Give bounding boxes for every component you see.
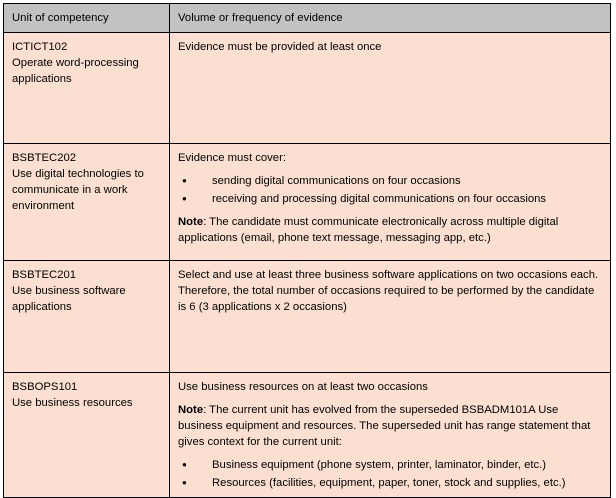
volume-cell (170, 144, 611, 261)
unit-title-line: applications (12, 73, 72, 86)
unit-title-line: communicate in a work (12, 184, 128, 197)
list-item: ● receiving and processing digital communications on four occasions (178, 191, 603, 207)
unit-code: BSBOPS101 (12, 381, 78, 394)
unit-title-line: Use digital technologies to (12, 168, 144, 181)
column-header-unit-of-competency: Unit of competency (4, 4, 170, 33)
volume-cell (170, 261, 611, 373)
list-item: ● Resources (facilities, equipment, paper, toner, stock and supplies, etc.) (178, 475, 603, 491)
evidence-bullet-list (178, 173, 603, 207)
evidence-paragraph: Use business resources on at least two occasions (178, 381, 428, 394)
evidence-paragraph: Select and use at least three business software applications on two occasions each. Therefore, the total number of occasions required to be performed by the candidate is 6 (3 applications x 2 occasions) (178, 269, 599, 314)
evidence-paragraph: Evidence must be provided at least once (178, 41, 382, 54)
column-header-volume-or-frequency: Volume or frequency of evidence (170, 4, 611, 33)
unit-title-line: Operate word-processing (12, 57, 139, 70)
unit-code: BSBTEC201 (12, 269, 77, 282)
table-header (4, 4, 611, 33)
unit-cell (4, 33, 170, 144)
evidence-paragraph: Evidence must cover: (178, 152, 286, 165)
unit-title-line: Use business resources (12, 397, 133, 410)
evidence-table (3, 3, 611, 498)
table-body (4, 33, 611, 498)
list-item: ● Business equipment (phone system, printer, laminator, binder, etc.) (178, 457, 603, 473)
unit-cell (4, 144, 170, 261)
volume-cell (170, 33, 611, 144)
note-label: Note (178, 404, 204, 417)
table-row (4, 261, 611, 373)
unit-code: ICTICT102 (12, 41, 68, 54)
unit-title-line: Use business software (12, 285, 126, 298)
table-row (4, 373, 611, 498)
table-header-row (4, 4, 611, 33)
note-label: Note (178, 216, 204, 229)
evidence-bullet-list (178, 457, 603, 491)
unit-title-line: environment (12, 200, 75, 213)
unit-cell (4, 373, 170, 498)
note-text: : The candidate must communicate electronically across multiple digital applications (email, phone text message, messaging app, etc.) (178, 216, 559, 245)
evidence-note (178, 214, 603, 246)
list-item: ● sending digital communications on four occasions (178, 173, 603, 189)
table-row (4, 144, 611, 261)
unit-title-line: applications (12, 301, 72, 314)
volume-cell (170, 373, 611, 498)
unit-code: BSBTEC202 (12, 152, 77, 165)
unit-cell (4, 261, 170, 373)
table-row (4, 33, 611, 144)
note-text: : The current unit has evolved from the superseded BSBADM101A Use business equipment and resources. The superseded unit has range statement that gives context for the current unit: (178, 404, 591, 449)
evidence-note (178, 402, 603, 450)
